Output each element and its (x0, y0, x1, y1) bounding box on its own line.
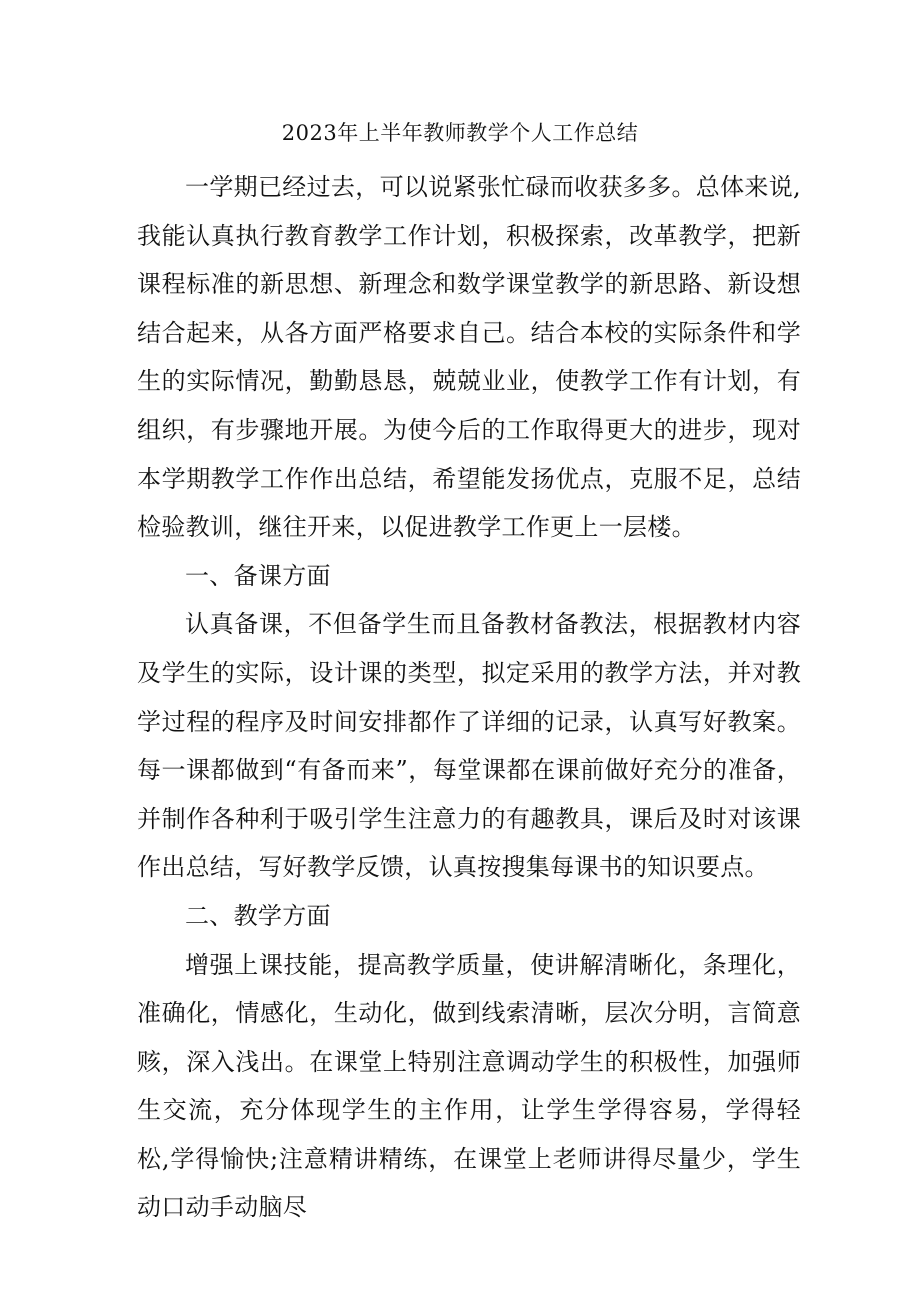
paragraph-lesson-prep: 认真备课，不但备学生而且备教材备教法，根据教材内容及学生的实际，设计课的类型，拟定采用的教学方法，并对教学过程的程序及时间安排都作了详细的记录，认真写好教案。每一课都做到“有备而来”，每堂课都在课前做好充分的准备，并制作各种利于吸引学生注意力的有趣教具，课后及时对该课作出总结，写好教学反馈，认真按搜集每课书的知识要点。 (137, 610, 801, 882)
document-title: 2023年上半年教师教学个人工作总结 (281, 121, 639, 145)
paragraph-teaching: 增强上课技能，提高教学质量，使讲解清晰化，条理化，准确化，情感化，生动化，做到线索清晰，层次分明，言简意赅，深入浅出。在课堂上特别注意调动学生的积极性，加强师生交流，充分体现学生的主作用，让学生学得容易，学得轻松,学得愉快;注意精讲精练，在课堂上老师讲得尽量少，学生动口动手动脑尽 (137, 950, 801, 1222)
paragraph-intro: 一学期已经过去，可以说紧张忙碌而收获多多。总体来说,我能认真执行教育教学工作计划，积极探索，改革教学，把新课程标准的新思想、新理念和数学课堂教学的新思路、新设想结合起来，从各方面严格要求自己。结合本校的实际条件和学生的实际情况，勤勤恳恳，兢兢业业，使教学工作有计划，有组织，有步骤地开展。为使今后的工作取得更大的进步，现对本学期教学工作作出总结，希望能发扬优点，克服不足，总结检验教训，继往开来，以促进教学工作更上一层楼。 (137, 173, 801, 542)
section-heading-teaching: 二、教学方面 (185, 901, 331, 930)
section-heading-lesson-prep: 一、备课方面 (185, 561, 331, 590)
document-body (137, 163, 801, 1232)
